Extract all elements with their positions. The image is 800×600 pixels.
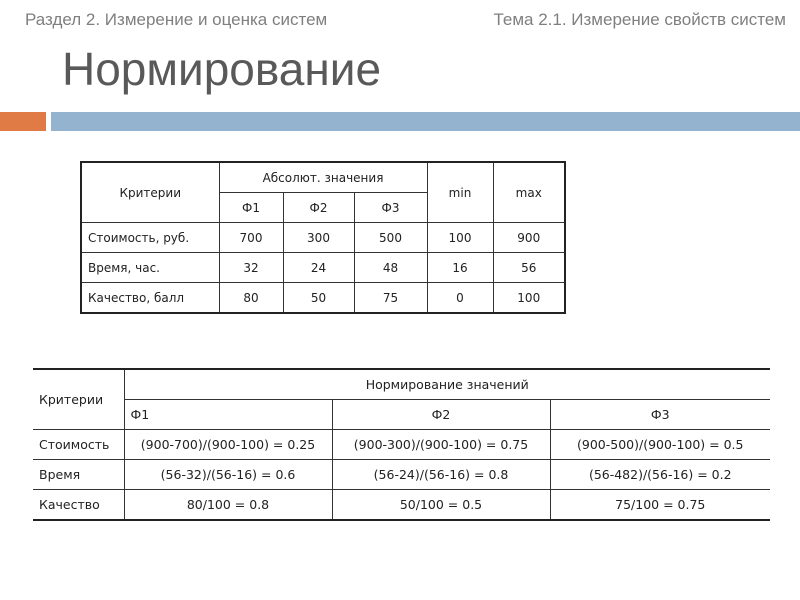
cell-value: 300: [283, 223, 354, 253]
abs-values-header: Абсолют. значения: [219, 162, 427, 193]
table-row: [81, 253, 565, 283]
col-f2: Ф2: [283, 193, 354, 223]
col-f1: Ф1: [124, 400, 332, 430]
row-label: Стоимость, руб.: [81, 223, 219, 253]
max-header: max: [493, 162, 565, 223]
col-f3: Ф3: [354, 193, 427, 223]
cell-value: (900-300)/(900-100) = 0.75: [332, 430, 550, 460]
cell-value: (900-700)/(900-100) = 0.25: [124, 430, 332, 460]
row-label: Стоимость: [33, 430, 124, 460]
cell-value: 56: [493, 253, 565, 283]
slide-title: Нормирование: [62, 43, 382, 95]
col-f3: Ф3: [550, 400, 770, 430]
cell-value: 0: [427, 283, 493, 314]
min-header: min: [427, 162, 493, 223]
cell-value: 80/100 = 0.8: [124, 490, 332, 521]
cell-value: 100: [493, 283, 565, 314]
row-label: Время: [33, 460, 124, 490]
col-f2: Ф2: [332, 400, 550, 430]
cell-value: 16: [427, 253, 493, 283]
table-row: [33, 430, 770, 460]
cell-value: 50: [283, 283, 354, 314]
table-row: [81, 283, 565, 314]
criteria-header: Критерии: [81, 162, 219, 223]
cell-value: 50/100 = 0.5: [332, 490, 550, 521]
table-row: [33, 490, 770, 521]
section-header: Раздел 2. Измерение и оценка систем: [25, 10, 328, 29]
table-row: [81, 223, 565, 253]
col-f1: Ф1: [219, 193, 283, 223]
cell-value: (56-24)/(56-16) = 0.8: [332, 460, 550, 490]
cell-value: (900-500)/(900-100) = 0.5: [550, 430, 770, 460]
accent-bar-blue: [51, 112, 800, 131]
cell-value: 75/100 = 0.75: [550, 490, 770, 521]
topic-header: Тема 2.1. Измерение свойств систем: [493, 10, 786, 29]
cell-value: 48: [354, 253, 427, 283]
cell-value: 80: [219, 283, 283, 314]
row-label: Качество, балл: [81, 283, 219, 314]
accent-bar-orange: [0, 112, 46, 131]
cell-value: 32: [219, 253, 283, 283]
cell-value: 700: [219, 223, 283, 253]
norm-header: Нормирование значений: [124, 369, 770, 400]
row-label: Качество: [33, 490, 124, 521]
cell-value: 24: [283, 253, 354, 283]
cell-value: 900: [493, 223, 565, 253]
cell-value: 100: [427, 223, 493, 253]
criteria-header: Критерии: [33, 369, 124, 430]
table-row: [33, 460, 770, 490]
cell-value: (56-482)/(56-16) = 0.2: [550, 460, 770, 490]
cell-value: 75: [354, 283, 427, 314]
absolute-values-table: [80, 161, 566, 314]
row-label: Время, час.: [81, 253, 219, 283]
normalization-table: [33, 368, 770, 521]
cell-value: 500: [354, 223, 427, 253]
cell-value: (56-32)/(56-16) = 0.6: [124, 460, 332, 490]
